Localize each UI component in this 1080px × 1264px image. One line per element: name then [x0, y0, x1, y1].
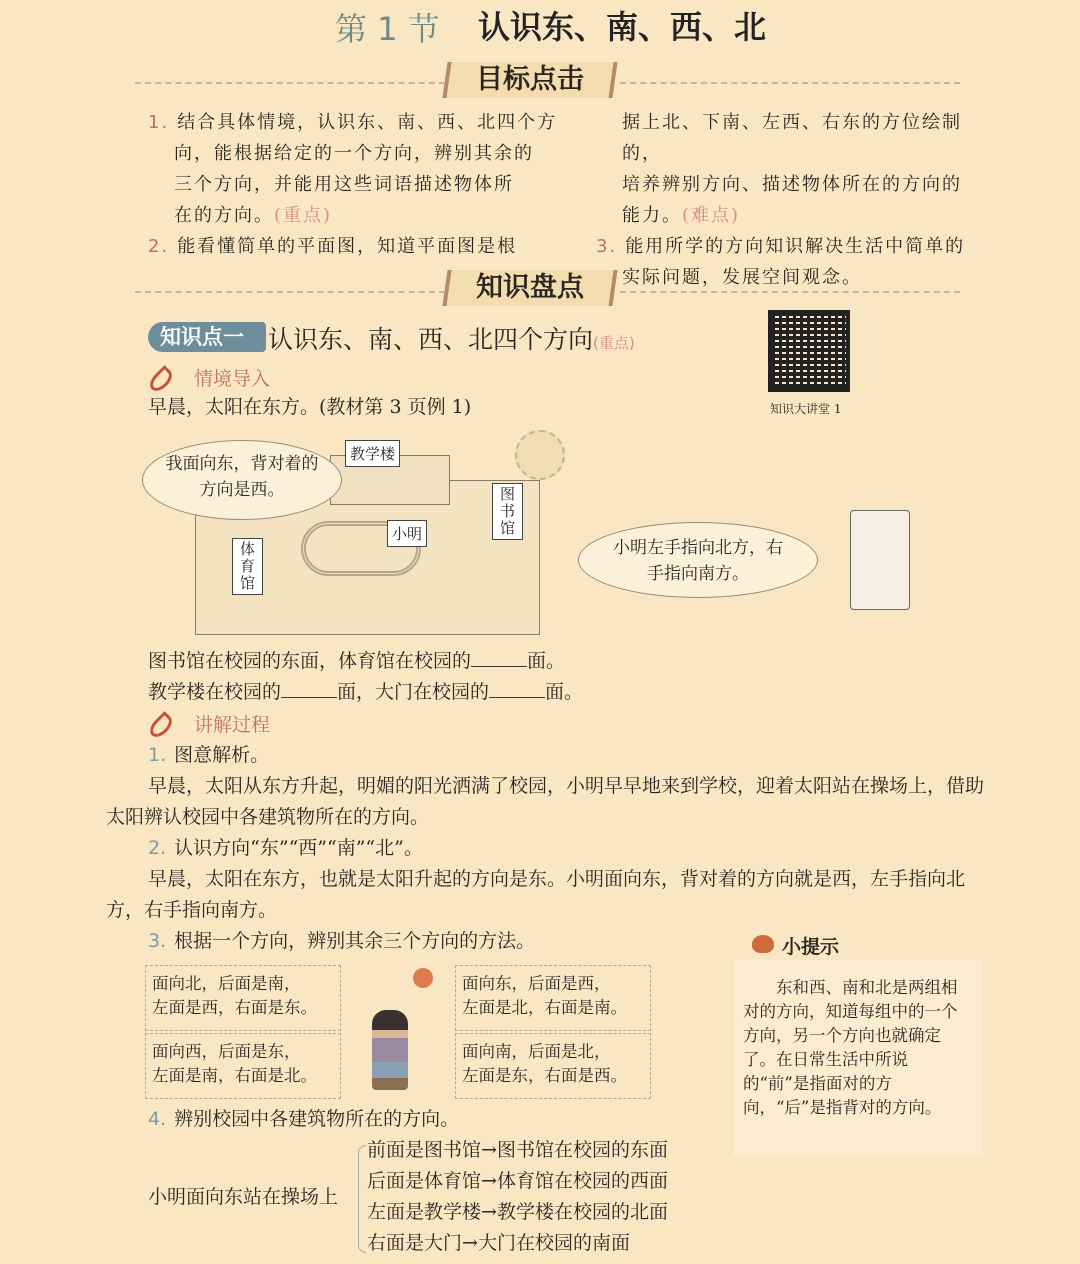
explain-heading: 讲解过程 [148, 710, 270, 737]
knowledge-point-title: 认识东、南、西、北四个方向(重点) [268, 325, 635, 354]
step-2-text: 早晨，太阳在东方，也就是太阳升起的方向是东。小明面向东，背对着的方向就是西，左手指向北方，右手指向南方。 [106, 868, 966, 921]
label-gym: 体育馆 [232, 538, 263, 595]
direction-box: 面向北，后面是南， 左面是西，右面是东。 [145, 965, 341, 1031]
tip-box: 东和西、南和北是两组相对的方向，知道每组中的一个方向，另一个方向也就确定了。在日常生活中所说的“前”是指面对的方向，“后”是指背对的方向。 [733, 960, 983, 1156]
step-1-text: 早晨，太阳从东方升起，明媚的阳光洒满了校园，小明早早地来到学校，迎着太阳站在操场上，借助太阳辨认校园中各建筑物所在的方向。 [106, 775, 985, 828]
knowledge-banner: 知识盘点 [442, 270, 617, 306]
situation-heading: 情境导入 [148, 364, 270, 391]
tip-title: 小提示 [782, 936, 840, 958]
step-4-root: 小明面向东站在操场上 [148, 1186, 339, 1208]
step-4-title: 4. 辨别校园中各建筑物所在的方向。 [148, 1108, 460, 1130]
divider [135, 82, 445, 84]
direction-box: 面向南，后面是北， 左面是东，右面是西。 [455, 1033, 651, 1099]
answer-blank[interactable] [281, 680, 337, 698]
divider [135, 291, 445, 293]
objective-2-3: 据上北、下南、左西、右东的方位绘制的， 培养辨别方向、描述物体所在的方向的 能力。(难点) 3. 能用所学的方向知识解决生活中简单的 实际问题，发展空间观念。 [596, 112, 966, 288]
divider [620, 291, 960, 293]
step-3-title: 3. 根据一个方向，辨别其余三个方向的方法。 [148, 930, 536, 952]
branch: 前面是图书馆→图书馆在校园的东面 [367, 1139, 668, 1161]
step-2-title: 2. 认识方向“东”“西”“南”“北”。 [148, 837, 423, 859]
speech-bubble-left: 我面向东，背对着的方向是西。 [142, 440, 342, 520]
eye-icon [146, 711, 176, 741]
divider [620, 82, 960, 84]
objective-1: 1. 结合具体情境，认识东、南、西、北四个方 向，能根据给定的一个方向，辨别其余的 三个方向，并能用这些词语描述物体所 在的方向。(重点) 2. 能看懂简单的平面图，知道平面图是根 [148, 112, 558, 257]
direction-box: 面向西，后面是东， 左面是南，右面是北。 [145, 1033, 341, 1099]
section-number: 第 1 节 [335, 10, 440, 48]
step-1-title: 1. 图意解析。 [148, 744, 270, 766]
boy-figure [372, 1010, 408, 1090]
objectives-banner: 目标点击 [442, 62, 617, 98]
sun-icon [413, 968, 433, 988]
answer-blank[interactable] [471, 649, 527, 667]
knowledge-point-badge: 知识点一 [148, 322, 266, 352]
section-title: 认识东、南、西、北 [478, 8, 767, 46]
question-2: 教学楼在校园的 面，大门在校园的 面。 [148, 681, 584, 703]
situation-text: 早晨，太阳在东方。(教材第 3 页例 1) [148, 396, 472, 418]
book-mascot [850, 510, 910, 610]
label-xiaoming: 小明 [387, 520, 427, 547]
branch: 左面是教学楼→教学楼在校园的北面 [367, 1201, 668, 1223]
branch: 右面是大门→大门在校园的南面 [367, 1232, 630, 1254]
speech-bubble-right: 小明左手指向北方，右手指向南方。 [578, 522, 818, 598]
question-1: 图书馆在校园的东面，体育馆在校园的 面。 [148, 650, 566, 672]
branch: 后面是体育馆→体育馆在校园的西面 [367, 1170, 668, 1192]
brace [358, 1145, 366, 1253]
sun-icon [515, 430, 565, 480]
direction-box: 面向东，后面是西， 左面是北，右面是南。 [455, 965, 651, 1031]
answer-blank[interactable] [489, 680, 545, 698]
eye-icon [146, 365, 176, 395]
bird-icon [752, 935, 774, 953]
label-library: 图书馆 [492, 483, 523, 540]
step-4-branches [367, 1135, 668, 1259]
qr-caption: 知识大讲堂 1 [770, 402, 842, 416]
label-teaching-building: 教学楼 [345, 440, 400, 467]
qr-code[interactable] [768, 310, 850, 392]
